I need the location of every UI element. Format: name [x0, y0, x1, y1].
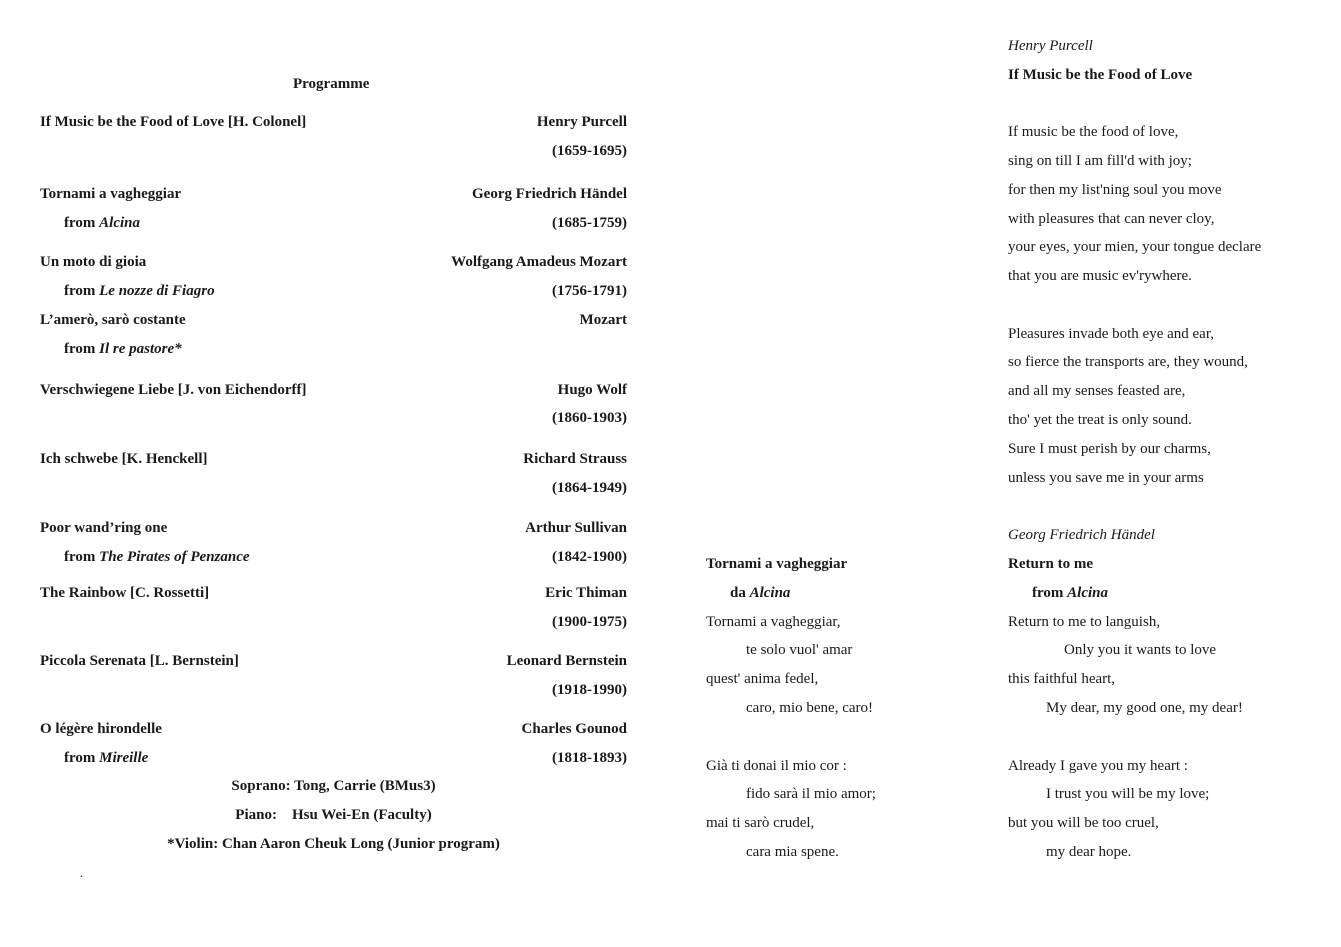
- source-work: Mireille: [99, 750, 149, 766]
- composer-name: Mozart: [579, 312, 627, 328]
- composer-name: Richard Strauss: [523, 451, 627, 467]
- piece-title: Ich schwebe [K. Henckell]: [40, 451, 208, 467]
- source-prefix: from: [64, 283, 100, 299]
- lyric-line: Pleasures invade both eye and ear,: [1008, 326, 1214, 342]
- composer-dates: (1685-1759): [552, 215, 627, 231]
- lyric-line: fido sarà il mio amor;: [746, 786, 876, 802]
- performer-violin: *Violin: Chan Aaron Cheuk Long (Junior program): [167, 836, 500, 852]
- lyric-line: cara mia spene.: [746, 844, 839, 860]
- piece-title: O légère hirondelle: [40, 721, 162, 737]
- composer-dates: (1918-1990): [552, 682, 627, 698]
- lyric-line: te solo vuol' amar: [746, 642, 853, 658]
- composer-dates: (1842-1900): [552, 549, 627, 565]
- lyric-line: my dear hope.: [1046, 844, 1132, 860]
- composer-name: Henry Purcell: [1008, 38, 1093, 54]
- piece-title: If Music be the Food of Love [H. Colonel]: [40, 114, 307, 130]
- composer-name: Eric Thiman: [545, 585, 627, 601]
- lyric-line: caro, mio bene, caro!: [746, 700, 874, 716]
- song-title: Return to me: [1008, 556, 1093, 572]
- lyric-line: with pleasures that can never cloy,: [1008, 211, 1215, 227]
- lyric-line: Return to me to languish,: [1008, 614, 1161, 630]
- source-prefix: from: [64, 750, 100, 766]
- lyric-line: that you are music ev'rywhere.: [1008, 268, 1192, 284]
- piece-source: [64, 750, 148, 767]
- source-work: Alcina: [1067, 585, 1108, 601]
- lyric-line: for then my list'ning soul you move: [1008, 182, 1222, 198]
- song-title: If Music be the Food of Love: [1008, 67, 1193, 83]
- composer-dates: (1659-1695): [552, 143, 627, 159]
- lyric-line: unless you save me in your arms: [1008, 470, 1204, 486]
- composer-name: Arthur Sullivan: [525, 520, 627, 536]
- piece-source: [64, 283, 215, 300]
- performer-soprano: Soprano: Tong, Carrie (BMus3): [231, 778, 436, 794]
- song-source: [1032, 585, 1108, 602]
- composer-name: Hugo Wolf: [557, 382, 627, 398]
- source-work: Alcina: [99, 215, 140, 231]
- piece-source: [64, 341, 182, 358]
- source-work: Il re pastore*: [99, 341, 182, 357]
- piece-title: Un moto di gioia: [40, 254, 147, 270]
- lyric-line: Only you it wants to love: [1064, 642, 1217, 658]
- composer-name: Georg Friedrich Händel: [1008, 527, 1155, 543]
- lyric-line: My dear, my good one, my dear!: [1046, 700, 1243, 716]
- lyric-line: Tornami a vagheggiar,: [706, 614, 841, 630]
- composer-name: Henry Purcell: [536, 114, 627, 130]
- composer-dates: (1900-1975): [552, 614, 627, 630]
- lyric-line: but you will be too cruel,: [1008, 815, 1159, 831]
- source-prefix: from: [64, 341, 100, 357]
- lyric-line: sing on till I am fill'd with joy;: [1008, 153, 1192, 169]
- piece-source: [64, 549, 250, 566]
- source-prefix: from: [64, 549, 100, 565]
- composer-dates: (1756-1791): [552, 283, 627, 299]
- source-prefix: from: [1032, 585, 1068, 601]
- composer-name: Georg Friedrich Händel: [472, 186, 627, 202]
- performer-piano: Piano: Hsu Wei-En (Faculty): [235, 807, 432, 823]
- lyric-line: your eyes, your mien, your tongue declare: [1008, 239, 1262, 255]
- composer-dates: (1860-1903): [552, 410, 627, 426]
- piece-title: Piccola Serenata [L. Bernstein]: [40, 653, 239, 669]
- piece-title: The Rainbow [C. Rossetti]: [40, 585, 210, 601]
- source-work: Le nozze di Fiagro: [99, 283, 215, 299]
- source-work: The Pirates of Penzance: [99, 549, 250, 565]
- piece-title: L’amerò, sarò costante: [40, 312, 186, 328]
- stray-mark: .: [80, 866, 83, 880]
- lyric-line: I trust you will be my love;: [1046, 786, 1210, 802]
- lyric-line: If music be the food of love,: [1008, 124, 1179, 140]
- song-title: Tornami a vagheggiar: [706, 556, 848, 572]
- programme-heading: Programme: [293, 76, 370, 92]
- lyric-line: so fierce the transports are, they wound,: [1008, 354, 1248, 370]
- lyric-line: this faithful heart,: [1008, 671, 1116, 687]
- lyric-line: and all my senses feasted are,: [1008, 383, 1186, 399]
- source-prefix: da: [730, 585, 750, 601]
- piece-title: Poor wand’ring one: [40, 520, 168, 536]
- song-source: [730, 585, 790, 602]
- lyric-line: tho' yet the treat is only sound.: [1008, 412, 1192, 428]
- piece-title: Tornami a vagheggiar: [40, 186, 182, 202]
- lyric-line: Sure I must perish by our charms,: [1008, 441, 1211, 457]
- composer-name: Wolfgang Amadeus Mozart: [451, 254, 627, 270]
- composer-name: Leonard Bernstein: [506, 653, 627, 669]
- lyric-line: Già ti donai il mio cor :: [706, 758, 847, 774]
- lyric-line: quest' anima fedel,: [706, 671, 819, 687]
- composer-dates: (1864-1949): [552, 480, 627, 496]
- composer-dates: (1818-1893): [552, 750, 627, 766]
- source-work: Alcina: [749, 585, 791, 601]
- piece-source: [64, 215, 140, 232]
- composer-name: Charles Gounod: [521, 721, 627, 737]
- source-prefix: from: [64, 215, 100, 231]
- lyric-line: mai ti sarò crudel,: [706, 815, 815, 831]
- lyric-line: Already I gave you my heart :: [1008, 758, 1188, 774]
- piece-title: Verschwiegene Liebe [J. von Eichendorff]: [40, 382, 307, 398]
